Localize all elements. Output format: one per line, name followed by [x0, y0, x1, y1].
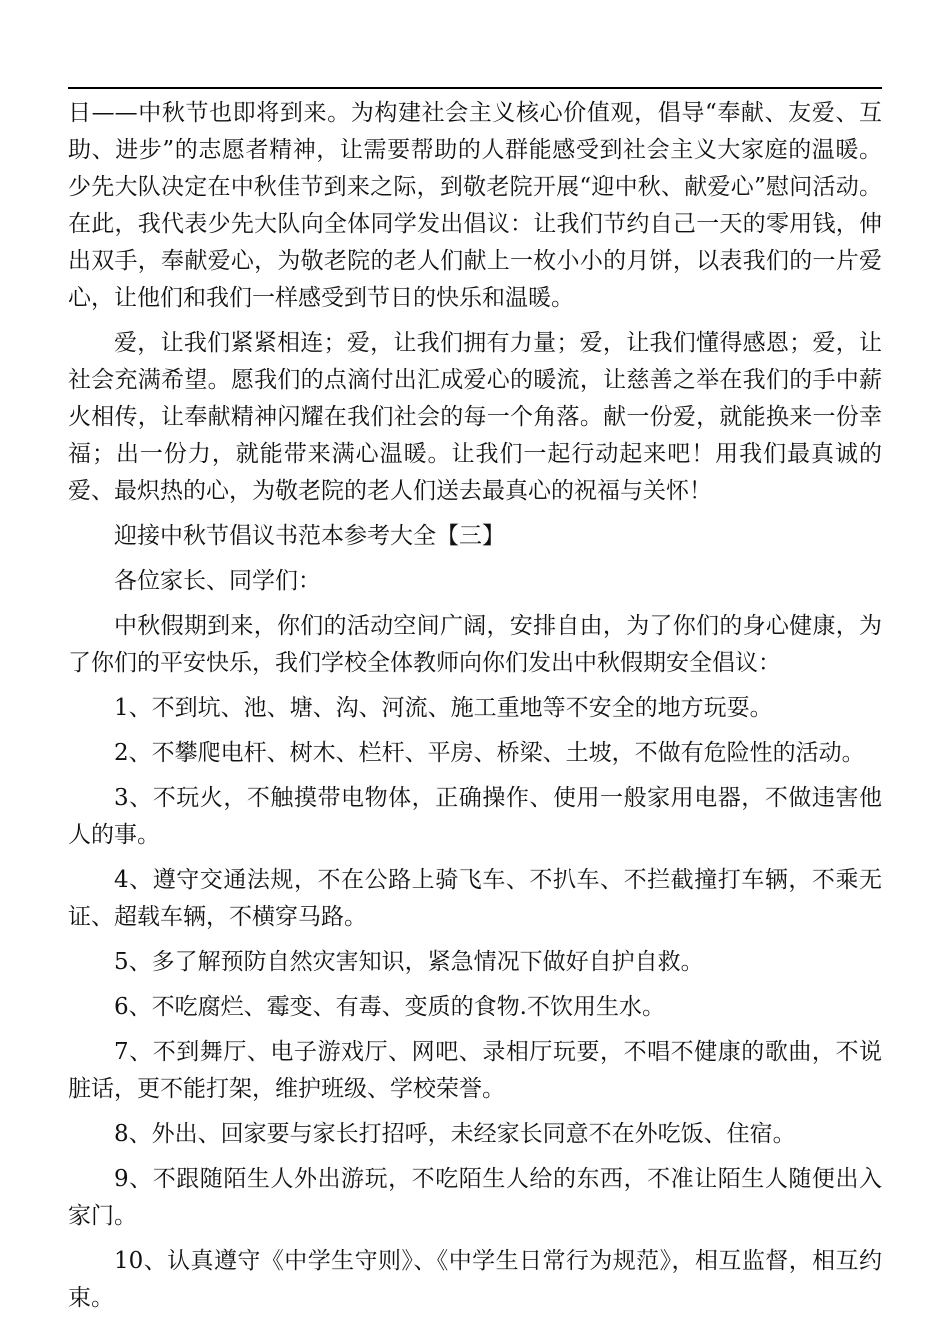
list-item: 3、不玩火，不触摸带电物体，正确操作、使用一般家用电器，不做违害他人的事。	[68, 785, 882, 848]
list-item: 6、不吃腐烂、霉变、有毒、变质的食物.不饮用生水。	[114, 994, 665, 1020]
list-item: 8、外出、回家要与家长打招呼，未经家长同意不在外吃饭、住宿。	[114, 1121, 796, 1147]
paragraph-continuation: 日——中秋节也即将到来。为构建社会主义核心价值观，倡导“奉献、友爱、互助、进步”的志愿者精神，让需要帮助的人群能感受到社会主义大家庭的温暖。少先大队决定在中秋佳节到来之际，到敬老院开展“迎中秋、献爱心”慰问活动。 在此，我代表少先大队向全体同学发出倡议：让我们节约自己一天的零用钱，伸出双手，奉献爱心，为敬老院的老人们献上一枚小小的月饼，以表我们的一片爱心，让他们和我们一样感受到节日的快乐和温暖。	[68, 100, 882, 311]
list-item: 10、认真遵守《中学生守则》、《中学生日常行为规范》，相互监督，相互约束。	[68, 1248, 882, 1311]
salutation: 各位家长、同学们：	[114, 568, 321, 594]
list-item: 9、不跟随陌生人外出游玩，不吃陌生人给的东西，不准让陌生人随便出入家门。	[68, 1166, 882, 1229]
list-item: 4、遵守交通法规，不在公路上骑飞车、不扒车、不拦截撞打车辆，不乘无证、超载车辆，不横穿马路。	[68, 867, 882, 930]
paragraph-love: 爱，让我们紧紧相连；爱，让我们拥有力量；爱，让我们懂得感恩；爱，让社会充满希望。愿我们的点滴付出汇成爱心的暖流，让慈善之举在我们的手中薪火相传，让奉献精神闪耀在我们社会的每一个角落。献一份爱，就能换来一份幸福；出一份力，就能带来满心温暖。让我们一起行动起来吧！用我们最真诚的爱、最炽热的心，为敬老院的老人们送去最真心的祝福与关怀！	[68, 330, 882, 504]
document-body	[68, 95, 882, 1325]
paragraph-intro: 中秋假期到来，你们的活动空间广阔，安排自由，为了你们的身心健康，为了你们的平安快乐，我们学校全体教师向你们发出中秋假期安全倡议：	[68, 613, 882, 676]
list-item: 7、不到舞厅、电子游戏厅、网吧、录相厅玩要，不唱不健康的歌曲，不说脏话，更不能打架，维护班级、学校荣誉。	[68, 1039, 882, 1102]
list-item: 1、不到坑、池、塘、沟、河流、施工重地等不安全的地方玩耍。	[114, 695, 773, 721]
list-item: 2、不攀爬电杆、树木、栏杆、平房、桥梁、土坡，不做有危险性的活动。	[114, 740, 865, 766]
header-rule	[68, 87, 882, 89]
section-heading: 迎接中秋节倡议书范本参考大全【三】	[114, 523, 505, 549]
list-item: 5、多了解预防自然灾害知识，紧急情况下做好自护自救。	[114, 949, 704, 975]
